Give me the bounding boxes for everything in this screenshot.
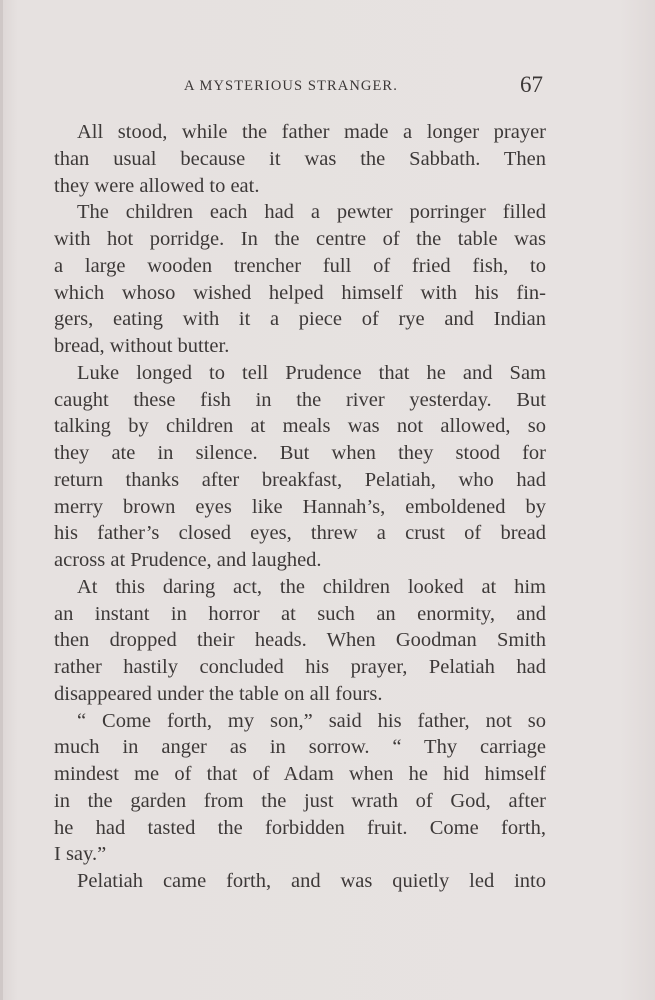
text-line: All stood, while the father made a longer prayer: [77, 121, 546, 143]
running-title: A MYSTERIOUS STRANGER.: [184, 78, 398, 94]
text-line: The children each had a pewter porringer filled: [77, 201, 546, 224]
text-line: in the garden from the just wrath of God, after: [54, 789, 546, 812]
text-line: they were allowed to eat.: [54, 174, 260, 197]
text-line: I say.”: [54, 843, 107, 866]
text-line: merry brown eyes like Hannah’s, emboldened by: [54, 495, 546, 518]
text-line: he had tasted the forbidden fruit. Come forth,: [54, 816, 546, 839]
text-line: which whoso wished helped himself with his fin-: [54, 281, 546, 304]
text-line: talking by children at meals was not allowed, so: [54, 415, 546, 438]
text-line: bread, without butter.: [54, 335, 230, 357]
text-line: mindest me of that of Adam when he hid himself: [54, 763, 546, 785]
text-line: across at Prudence, and laughed.: [54, 549, 322, 571]
text-line: disappeared under the table on all fours.: [54, 682, 383, 705]
text-line: then dropped their heads. When Goodman Smith: [54, 629, 546, 652]
text-line: caught these fish in the river yesterday. But: [54, 388, 546, 411]
text-line: gers, eating with it a piece of rye and Indian: [54, 308, 546, 331]
text-line: they ate in silence. But when they stood for: [54, 442, 546, 464]
text-line: an instant in horror at such an enormity, and: [54, 602, 546, 625]
text-line: with hot porridge. In the centre of the table was: [54, 228, 546, 250]
text-line: “ Come forth, my son,” said his father, not so: [77, 709, 546, 732]
text-line: At this daring act, the children looked at him: [77, 575, 546, 598]
text-line: Pelatiah came forth, and was quietly led into: [77, 870, 546, 892]
text-line: his father’s closed eyes, threw a crust of bread: [54, 522, 546, 545]
text-line: Luke longed to tell Prudence that he and Sam: [77, 361, 546, 384]
text-line: rather hastily concluded his prayer, Pelatiah had: [54, 656, 546, 678]
page-number: 67: [520, 72, 543, 97]
text-line: much in anger as in sorrow. “ Thy carriage: [54, 736, 546, 759]
text-line: return thanks after breakfast, Pelatiah, who had: [54, 468, 546, 491]
text-line: than usual because it was the Sabbath. Then: [54, 147, 546, 170]
text-line: a large wooden trencher full of fried fish, to: [54, 254, 546, 277]
